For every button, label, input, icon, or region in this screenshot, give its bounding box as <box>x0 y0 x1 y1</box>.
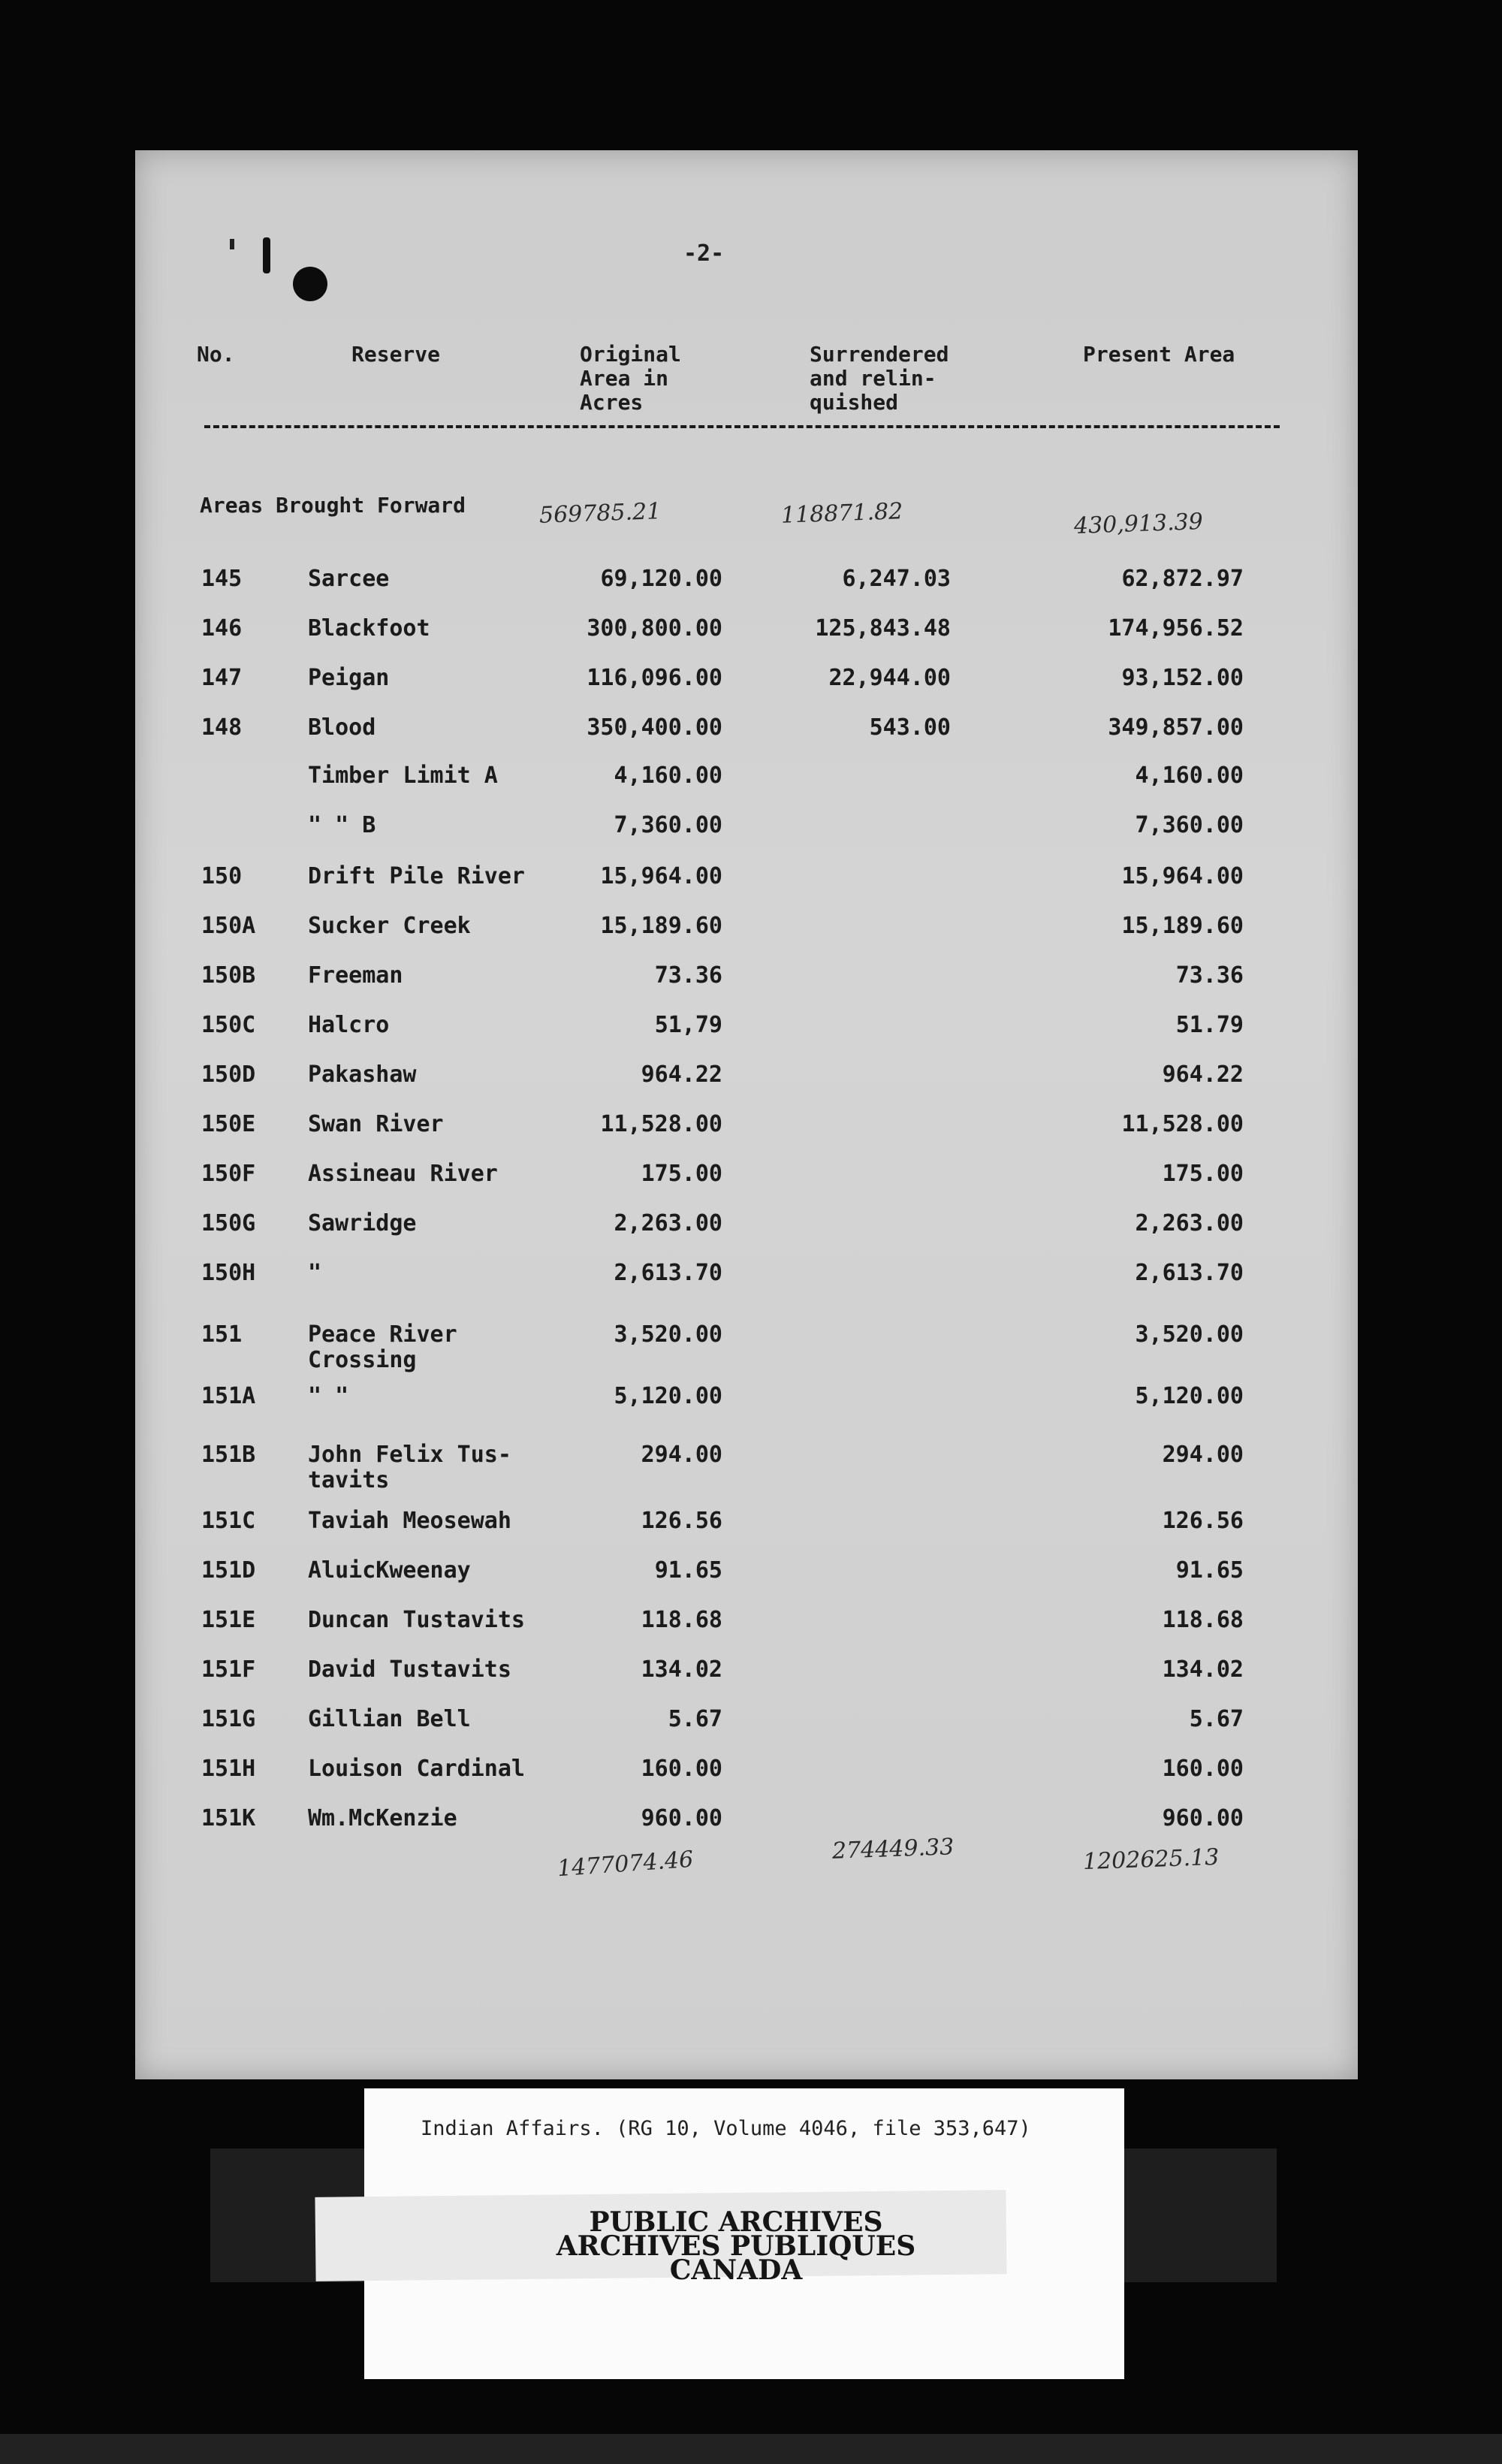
brought-forward-label: Areas Brought Forward <box>200 493 466 518</box>
film-edge <box>0 2434 1502 2464</box>
present-area: 93,152.00 <box>1121 665 1244 691</box>
present-area: 5.67 <box>1189 1706 1244 1732</box>
original-area: 73.36 <box>654 962 722 989</box>
header-original-area: Original Area in Acres <box>580 342 681 415</box>
reserve-name: Drift Pile River <box>308 863 525 889</box>
present-area: 15,964.00 <box>1121 863 1244 889</box>
brought-forward-present: 430,913.39 <box>1073 509 1204 539</box>
total-original: 1477074.46 <box>556 1846 695 1883</box>
archives-stamp <box>526 2206 946 2286</box>
header-no: No. <box>197 342 235 367</box>
present-area: 5,120.00 <box>1135 1383 1244 1409</box>
row-number: 151E <box>201 1607 256 1633</box>
reserve-name: " " <box>308 1383 349 1409</box>
row-number: 148 <box>201 714 243 741</box>
present-area: 3,520.00 <box>1135 1321 1244 1348</box>
reserve-name: Swan River <box>308 1111 444 1137</box>
reserve-name: Blackfoot <box>308 615 430 642</box>
reserve-name: Louison Cardinal <box>308 1756 525 1782</box>
row-number: 150H <box>201 1260 256 1286</box>
original-area: 2,613.70 <box>614 1260 722 1286</box>
reserve-name: Peigan <box>308 665 390 691</box>
surrendered-area: 6,247.03 <box>842 566 951 592</box>
row-number: 150D <box>201 1061 256 1088</box>
header-surrendered: Surrendered and relin- quished <box>810 342 949 415</box>
present-area: 126.56 <box>1162 1508 1244 1534</box>
total-surrendered: 274449.33 <box>831 1834 955 1865</box>
original-area: 15,964.00 <box>600 863 722 889</box>
row-number: 151 <box>201 1321 243 1348</box>
reserve-name: Freeman <box>308 962 403 989</box>
reserve-name: Taviah Meosewah <box>308 1508 511 1534</box>
reserve-name: Halcro <box>308 1012 390 1038</box>
surrendered-area: 543.00 <box>869 714 951 741</box>
present-area: 62,872.97 <box>1121 566 1244 592</box>
stamp-line: CANADA <box>669 2254 803 2286</box>
original-area: 116,096.00 <box>587 665 722 691</box>
original-area: 51,79 <box>654 1012 722 1038</box>
surrendered-area: 22,944.00 <box>828 665 951 691</box>
stamp-line: PUBLIC ARCHIVES <box>589 2206 883 2238</box>
original-area: 300,800.00 <box>587 615 722 642</box>
row-number: 150A <box>201 913 256 939</box>
row-number: 151K <box>201 1805 256 1831</box>
present-area: 73.36 <box>1175 962 1244 989</box>
reserve-name: Pakashaw <box>308 1061 417 1088</box>
reserve-name: Blood <box>308 714 376 741</box>
ink-blot <box>293 267 327 301</box>
row-number: 150F <box>201 1161 256 1187</box>
original-area: 5,120.00 <box>614 1383 722 1409</box>
ink-mark <box>263 237 270 273</box>
row-number: 150C <box>201 1012 256 1038</box>
original-area: 15,189.60 <box>600 913 722 939</box>
row-number: 151A <box>201 1383 256 1409</box>
original-area: 960.00 <box>641 1805 722 1831</box>
row-number: 145 <box>201 566 243 592</box>
original-area: 134.02 <box>641 1656 722 1683</box>
present-area: 160.00 <box>1162 1756 1244 1782</box>
row-number: 151D <box>201 1557 256 1584</box>
reserve-name: Timber Limit A <box>308 762 498 789</box>
original-area: 350,400.00 <box>587 714 722 741</box>
present-area: 175.00 <box>1162 1161 1244 1187</box>
present-area: 964.22 <box>1162 1061 1244 1088</box>
original-area: 2,263.00 <box>614 1210 722 1237</box>
reserve-name: AluicKweenay <box>308 1557 471 1584</box>
surrendered-area: 125,843.48 <box>815 615 951 642</box>
present-area: 134.02 <box>1162 1656 1244 1683</box>
original-area: 5.67 <box>668 1706 722 1732</box>
original-area: 69,120.00 <box>600 566 722 592</box>
reserve-name: Sarcee <box>308 566 390 592</box>
row-number: 151G <box>201 1706 256 1732</box>
original-area: 91.65 <box>654 1557 722 1584</box>
reserve-name: David Tustavits <box>308 1656 511 1683</box>
page-number: -2- <box>683 240 725 267</box>
present-area: 51.79 <box>1175 1012 1244 1038</box>
present-area: 960.00 <box>1162 1805 1244 1831</box>
present-area: 11,528.00 <box>1121 1111 1244 1137</box>
row-number: 151C <box>201 1508 256 1534</box>
stamp-line: ARCHIVES PUBLIQUES <box>556 2230 916 2262</box>
row-number: 150G <box>201 1210 256 1237</box>
header-present-area: Present Area <box>1083 342 1235 367</box>
row-number: 151F <box>201 1656 256 1683</box>
present-area: 174,956.52 <box>1108 615 1244 642</box>
row-number: 150 <box>201 863 243 889</box>
row-number: 151H <box>201 1756 256 1782</box>
original-area: 964.22 <box>641 1061 722 1088</box>
original-area: 7,360.00 <box>614 812 722 838</box>
reserve-name: Wm.McKenzie <box>308 1805 457 1831</box>
row-number: 150E <box>201 1111 256 1137</box>
present-area: 4,160.00 <box>1135 762 1244 789</box>
row-number: 150B <box>201 962 256 989</box>
total-present: 1202625.13 <box>1082 1843 1220 1876</box>
original-area: 118.68 <box>641 1607 722 1633</box>
present-area: 2,613.70 <box>1135 1260 1244 1286</box>
ink-mark <box>230 239 234 249</box>
archive-citation: Indian Affairs. (RG 10, Volume 4046, file 353,647) <box>421 2117 1031 2140</box>
row-number: 147 <box>201 665 243 691</box>
present-area: 118.68 <box>1162 1607 1244 1633</box>
reserve-name: " <box>308 1260 322 1286</box>
original-area: 294.00 <box>641 1442 722 1468</box>
original-area: 11,528.00 <box>600 1111 722 1137</box>
header-reserve: Reserve <box>351 342 441 367</box>
original-area: 4,160.00 <box>614 762 722 789</box>
header-divider <box>204 425 1280 428</box>
present-area: 294.00 <box>1162 1442 1244 1468</box>
reserve-name: John Felix Tus- tavits <box>308 1442 511 1493</box>
reserve-name: Sawridge <box>308 1210 417 1237</box>
original-area: 160.00 <box>641 1756 722 1782</box>
reserve-name: Peace River Crossing <box>308 1321 457 1373</box>
reserve-name: Duncan Tustavits <box>308 1607 525 1633</box>
present-area: 15,189.60 <box>1121 913 1244 939</box>
present-area: 349,857.00 <box>1108 714 1244 741</box>
present-area: 91.65 <box>1175 1557 1244 1584</box>
original-area: 3,520.00 <box>614 1321 722 1348</box>
row-number: 151B <box>201 1442 256 1468</box>
reserve-name: Gillian Bell <box>308 1706 471 1732</box>
brought-forward-original: 569785.21 <box>538 498 662 529</box>
reserve-name: Sucker Creek <box>308 913 471 939</box>
present-area: 2,263.00 <box>1135 1210 1244 1237</box>
original-area: 175.00 <box>641 1161 722 1187</box>
reserve-name: Assineau River <box>308 1161 498 1187</box>
present-area: 7,360.00 <box>1135 812 1244 838</box>
row-number: 146 <box>201 615 243 642</box>
reserve-name: " " B <box>308 812 376 838</box>
brought-forward-surrendered: 118871.82 <box>780 498 903 529</box>
original-area: 126.56 <box>641 1508 722 1534</box>
